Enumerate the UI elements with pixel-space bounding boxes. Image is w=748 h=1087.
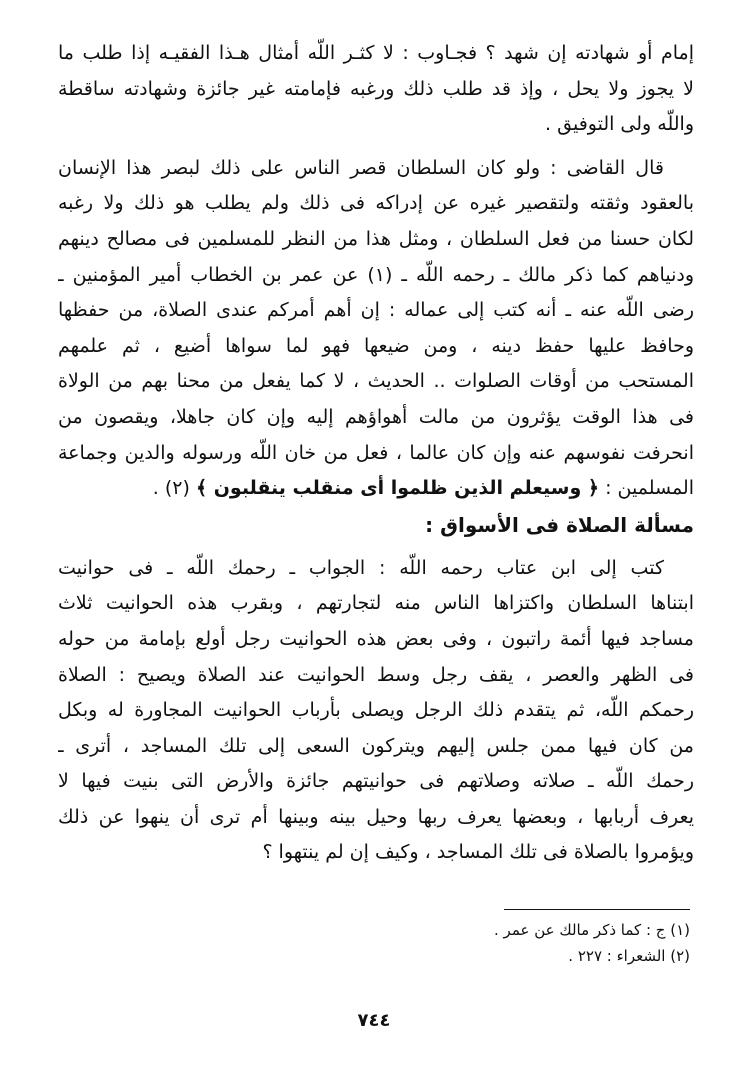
text-line: ويؤمروا بالصلاة فى تلك المساجد ، وكيف إن لم ينتهوا ؟: [262, 841, 694, 864]
footnote-1: (١) ج : كما ذكر مالك عن عمر .: [494, 921, 690, 939]
text-line: بالعقود وثقته ولتقصير غيره عن إدراكه فى ذلك ولم يطلب هو ذلك ولا رغبه: [58, 192, 694, 215]
text-line: فى هذا الوقت يؤثرون من مالت أهواؤهم إليه وإن كان جاهلا، ويقصون من: [58, 405, 694, 428]
footnote-2: (٢) الشعراء : ٢٢٧ .: [568, 947, 690, 965]
text-line: رحمك اللّه ـ صلاته وصلاتهم فى حوانيتهم جائزة والأرض التى بنيت فيها لا: [58, 770, 694, 793]
footnote-divider: [504, 909, 690, 910]
text-line: لا يجوز ولا يحل ، وإذ قد طلب ذلك ورغبه فإمامته غير جائزة وشهادته ساقطة: [58, 77, 694, 100]
paragraph-3: [58, 551, 694, 871]
paragraph-gap: [58, 543, 694, 551]
text-line: من كان فيها ممن جلس إليهم ويتركون السعى إلى تلك المساجد ، أترى ـ: [58, 734, 694, 757]
text-line: المستحب من أوقات الصلوات .. الحديث ، لا كما يفعل من محنا بهم من الولاة: [58, 370, 694, 393]
text-line-quran: [58, 471, 694, 507]
section-heading: مسألة الصلاة فى الأسواق :: [425, 512, 694, 537]
quran-verse: ﴿ وسيعلم الذين ظلموا أى منقلب ينقلبون ﴾: [195, 477, 600, 500]
footnotes: [54, 917, 690, 969]
paragraph-1: [58, 36, 694, 143]
text-line: ابتناها السلطان واكتزاها الناس منه لتجارتهم ، وبقرب هذه الحوانيت ثلاث: [58, 592, 694, 615]
footnote-ref: (٢) .: [152, 477, 190, 500]
text-line: واللّه ولى التوفيق .: [545, 113, 694, 136]
text-line: رضى اللّه عنه ـ أنه كتب إلى عماله : إن أهم أمركم عندى الصلاة، من حفظها: [58, 299, 694, 322]
text-line: لكان حسنا من فعل السلطان ، ومثل هذا من النظر للمسلمين فى مصالح دينهم: [58, 227, 694, 250]
text-line: قال القاضى : ولو كان السلطان قصر الناس على ذلك لبصر هذا الإنسان: [58, 156, 664, 179]
text-line: ودنياهم كما ذكر مالك ـ رحمه اللّه ـ (١) عن عمر بن الخطاب أمير المؤمنين ـ: [58, 263, 694, 286]
text-prefix: المسلمين :: [605, 477, 694, 500]
text-line: كتب إلى ابن عتاب رحمه اللّه : الجواب ـ رحمك اللّه ـ فى حوانيت: [58, 556, 664, 579]
text-line: مساجد فيها أئمة راتبون ، وفى بعض هذه الحوانيت رجل أولع بإمامة من حوله: [58, 627, 694, 650]
text-line: وحافظ عليها حفظ دينه ، ومن ضيعها فهو لما سواها أضيع ، ثم علمهم: [58, 334, 694, 357]
paragraph-2: [58, 151, 694, 507]
text-line: يعرف أربابها ، وبعضها يعرف ربها وحيل بينه وبينها أم ترى أن ينهوا عن ذلك: [58, 805, 694, 828]
text-line: انحرفت نفوسهم عنه وإن كان عالما ، فعل من خان اللّه ورسوله والدين وجماعة: [58, 441, 694, 464]
page-number: ٧٤٤: [357, 1010, 391, 1031]
page-body: [58, 36, 694, 871]
text-line: فى الظهر والعصر ، يقف رجل وسط الحوانيت عند الصلاة ويصيح : الصلاة: [58, 663, 694, 686]
text-line: رحمكم اللّه، ثم يتقدم ذلك الرجل ويصلى بأرباب الحوانيت المجاورة له وبكل: [58, 699, 694, 722]
paragraph-gap: [58, 143, 694, 151]
text-line: إمام أو شهادته إن شهد ؟ فجـاوب : لا كثـر اللّه أمثال هـذا الفقيـه إذا طلب ما: [58, 42, 694, 64]
